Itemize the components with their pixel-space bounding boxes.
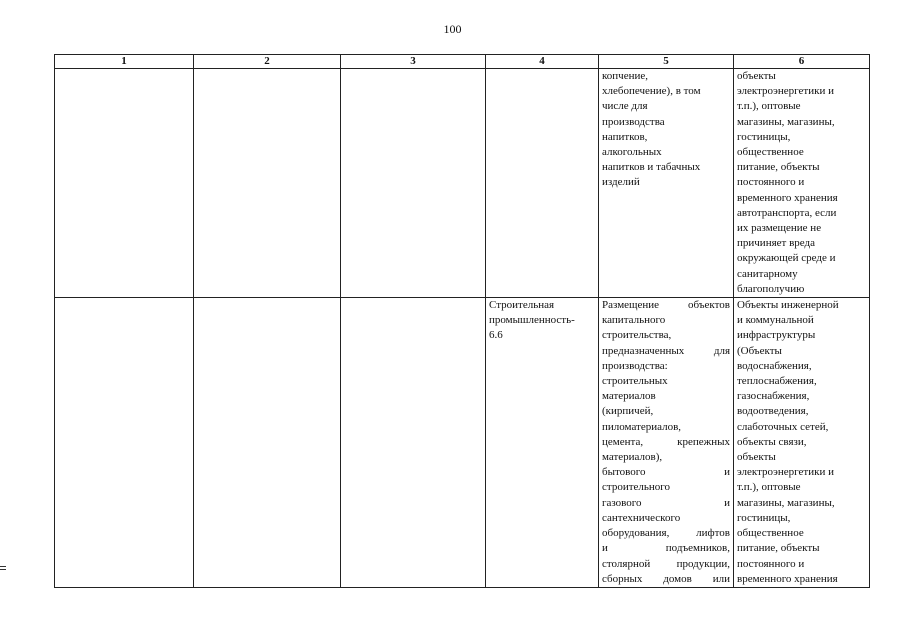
text-line: капитального xyxy=(602,314,666,327)
text-line: (кирпичей, xyxy=(602,405,654,418)
text-line: т.п.), оптовые xyxy=(737,481,801,494)
text-line: материалов xyxy=(602,390,656,403)
text-line: объекты xyxy=(737,70,776,82)
text-line: временного хранения xyxy=(737,191,838,204)
cell-r2-c6 xyxy=(734,298,870,588)
text-line: промышленность- xyxy=(489,314,575,327)
text-line: алкогольных xyxy=(602,146,662,159)
text-line: хлебопечение), в том xyxy=(602,85,701,98)
text-line: напитков и табачных xyxy=(602,161,701,174)
page-number: 100 xyxy=(443,22,462,36)
text-line: инфраструктуры xyxy=(737,329,816,342)
text-line: изделий xyxy=(602,176,640,189)
text-line: т.п.), оптовые xyxy=(737,100,801,113)
text-line: копчение, xyxy=(602,70,648,82)
text-line: постоянного и xyxy=(737,176,805,189)
text-line: бытового и xyxy=(602,466,730,479)
text-line: магазины, магазины, xyxy=(737,115,835,128)
text-line: сантехнического xyxy=(602,511,681,524)
text-line: электроэнергетики и xyxy=(737,466,834,479)
text-line: благополучию xyxy=(737,282,805,295)
cell-r1-c3 xyxy=(341,69,486,298)
text-line: сборных домов или xyxy=(602,572,730,585)
text-line: объекты xyxy=(737,451,776,464)
column-header-6: 6 xyxy=(734,55,870,69)
text-line: пиломатериалов, xyxy=(602,420,682,433)
text-line: и подъемников, xyxy=(602,542,730,555)
text-line: цемента, крепежных xyxy=(602,435,730,448)
text-line: предназначенных для xyxy=(602,344,730,357)
text-line: гостиницы, xyxy=(737,130,791,143)
text-line: гостиницы, xyxy=(737,511,791,524)
text-line: окружающей среде и xyxy=(737,252,836,265)
text-line: объекты связи, xyxy=(737,435,807,448)
text-line: слаботочных сетей, xyxy=(737,420,829,433)
table-header-row xyxy=(55,55,870,69)
text-line: питание, объекты xyxy=(737,542,820,555)
column-header-4: 4 xyxy=(486,55,599,69)
text-line: производства: xyxy=(602,359,668,372)
column-header-1: 1 xyxy=(55,55,194,69)
cell-r2-c3 xyxy=(341,298,486,588)
text-line: питание, объекты xyxy=(737,161,820,174)
column-header-3: 3 xyxy=(341,55,486,69)
cell-r1-c6 xyxy=(734,69,870,298)
text-line: оборудования, лифтов xyxy=(602,527,730,540)
text-line: магазины, магазины, xyxy=(737,496,835,509)
cell-r1-c5 xyxy=(599,69,734,298)
text-line: газового и xyxy=(602,496,730,509)
cell-r2-c1 xyxy=(55,298,194,588)
text-line: и коммунальной xyxy=(737,314,814,327)
column-header-2: 2 xyxy=(194,55,341,69)
text-line: строительных xyxy=(602,375,668,388)
column-header-5: 5 xyxy=(599,55,734,69)
cell-r1-c1 xyxy=(55,69,194,298)
text-line: водоснабжения, xyxy=(737,359,812,372)
text-line: причиняет вреда xyxy=(737,237,815,250)
text-line: (Объекты xyxy=(737,344,782,357)
text-line: напитков, xyxy=(602,130,648,143)
cell-r1-c4 xyxy=(486,69,599,298)
text-line: водоотведения, xyxy=(737,405,809,418)
table-row xyxy=(55,69,870,298)
cell-r2-c5 xyxy=(599,298,734,588)
text-line: электроэнергетики и xyxy=(737,85,834,98)
cell-r2-c4 xyxy=(486,298,599,588)
text-line: общественное xyxy=(737,527,804,540)
text-line: санитарному xyxy=(737,267,798,280)
text-line: строительного xyxy=(602,481,671,494)
text-line: газоснабжения, xyxy=(737,390,810,403)
text-line: строительства, xyxy=(602,329,672,342)
text-line: Объекты инженерной xyxy=(737,299,839,312)
cell-r2-c2 xyxy=(194,298,341,588)
text-line: их размещение не xyxy=(737,222,822,235)
margin-mark xyxy=(0,566,6,570)
text-line: 6.6 xyxy=(489,329,503,342)
cell-r1-c2 xyxy=(194,69,341,298)
table-row xyxy=(55,298,870,588)
text-line: столярной продукции, xyxy=(602,557,730,570)
text-line: постоянного и xyxy=(737,557,805,570)
text-line: общественное xyxy=(737,146,804,159)
land-use-table xyxy=(54,54,870,588)
text-line: числе для xyxy=(602,100,648,113)
text-line: теплоснабжения, xyxy=(737,375,817,388)
text-line: Строительная xyxy=(489,299,555,312)
text-line: материалов), xyxy=(602,451,663,464)
text-line: Размещение объектов xyxy=(602,299,730,312)
text-line: временного хранения xyxy=(737,572,838,585)
text-line: автотранспорта, если xyxy=(737,206,837,219)
text-line: производства xyxy=(602,115,665,128)
